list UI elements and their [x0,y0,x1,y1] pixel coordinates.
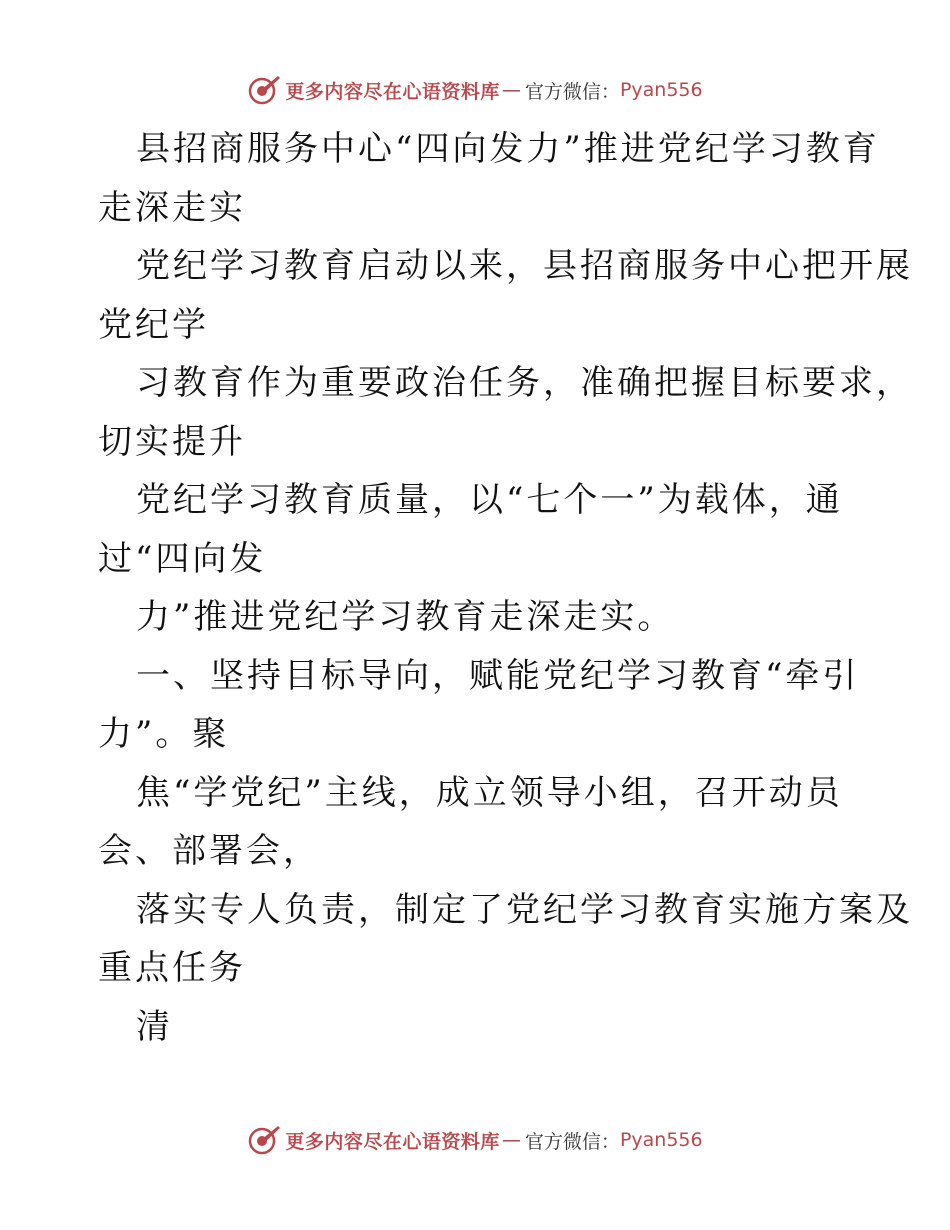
document-line: 县招商服务中心“四向发力”推进党纪学习教育 [136,129,880,169]
document-line: 党纪学习教育质量，以“七个一”为载体，通 [136,480,843,520]
document-body [98,120,913,1056]
banner-dash: — [501,79,521,101]
document-line: 重点任务 [98,948,246,988]
pen-seal-icon [247,1123,281,1157]
banner-text: 更多内容尽在心语资料库 [285,80,500,103]
document-line: 落实专人负责，制定了党纪学习教育实施方案及 [136,889,913,930]
footer-banner [0,1120,950,1160]
document-line: 一、坚持目标导向，赋能党纪学习教育“牵引 [136,655,860,696]
banner-wechat-label: 官方微信： [524,1130,620,1153]
header-banner [0,70,950,110]
banner-wechat-id: Pyan556 [619,1129,703,1151]
document-line: 力”。聚 [98,714,230,754]
document-line: 习教育作为重要政治任务，准确把握目标要求， [136,363,913,403]
document-line: 焦“学党纪”主线，成立领导小组，召开动员 [136,772,843,813]
banner-dash: — [501,1129,521,1151]
document-line: 清 [136,1006,173,1047]
banner-wechat-label: 官方微信： [524,80,620,103]
document-line: 党纪学 [98,304,209,345]
document-line: 切实提升 [98,421,246,462]
document-line: 过“四向发 [98,538,267,579]
banner-wechat-id: Pyan556 [619,79,703,101]
document-line: 党纪学习教育启动以来，县招商服务中心把开展 [136,246,913,286]
banner-text: 更多内容尽在心语资料库 [285,1130,500,1153]
document-line: 会、部署会， [98,831,320,871]
document-line: 力”推进党纪学习教育走深走实。 [136,597,675,637]
document-line: 走深走实 [98,187,246,228]
pen-seal-icon [247,73,281,107]
